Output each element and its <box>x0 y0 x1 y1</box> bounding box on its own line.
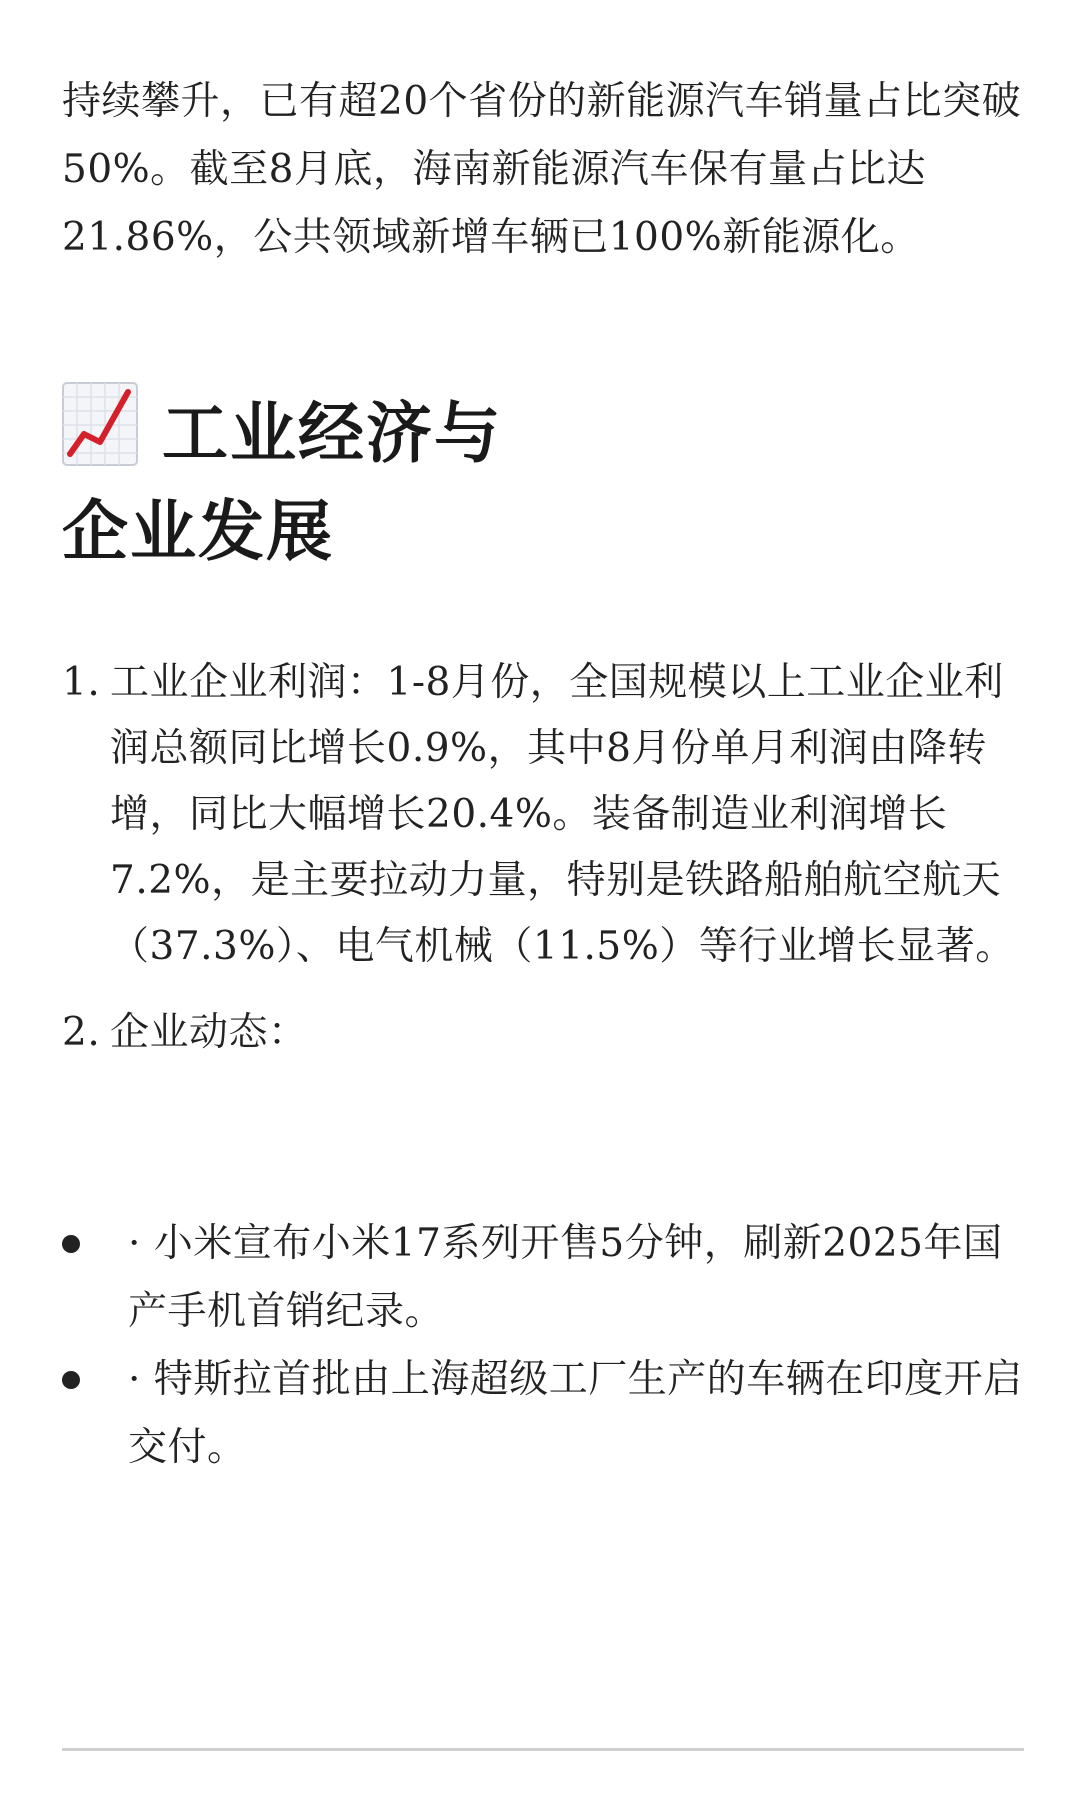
ordered-list <box>62 650 1024 1066</box>
bullet-item-text: · 特斯拉首批由上海超级工厂生产的车辆在印度开启交付。 <box>128 1357 1023 1470</box>
section-heading <box>62 382 1024 580</box>
list-item-text: 工业企业利润：1-8月份，全国规模以上工业企业利润总额同比增长0.9%，其中8月份单月利润由降转增，同比大幅增长20.4%。装备制造业利润增长7.2%，是主要拉动力量，特别是铁路船舶航空航天（37.3%）、电气机械（11.5%）等行业增长显著。 <box>110 660 1015 969</box>
ordered-list-item <box>62 1000 1024 1066</box>
ordered-list-item <box>62 650 1024 980</box>
bullet-list <box>62 1210 1024 1482</box>
bullet-item-text: · 小米宣布小米17系列开售5分钟，刷新2025年国产手机首销纪录。 <box>128 1221 1003 1334</box>
list-number: 1. <box>62 660 101 705</box>
bullet-icon <box>62 1371 80 1389</box>
list-item-text: 企业动态： <box>110 1010 308 1055</box>
divider <box>62 1748 1024 1751</box>
section-heading-line-1 <box>62 382 1024 482</box>
intro-paragraph: 持续攀升，已有超20个省份的新能源汽车销量占比突破50%。截至8月底，海南新能源汽车保有量占比达21.86%，公共领域新增车辆已100%新能源化。 <box>62 79 1022 260</box>
bullet-icon <box>62 1235 80 1253</box>
list-number: 2. <box>62 1010 101 1055</box>
section-title-part-2: 企业发展 <box>62 492 334 570</box>
bullet-list-item <box>62 1210 1024 1346</box>
section-title-part-1: 工业经济与 <box>162 394 502 472</box>
bullet-list-item <box>62 1346 1024 1482</box>
chart-increasing-icon <box>62 382 138 466</box>
